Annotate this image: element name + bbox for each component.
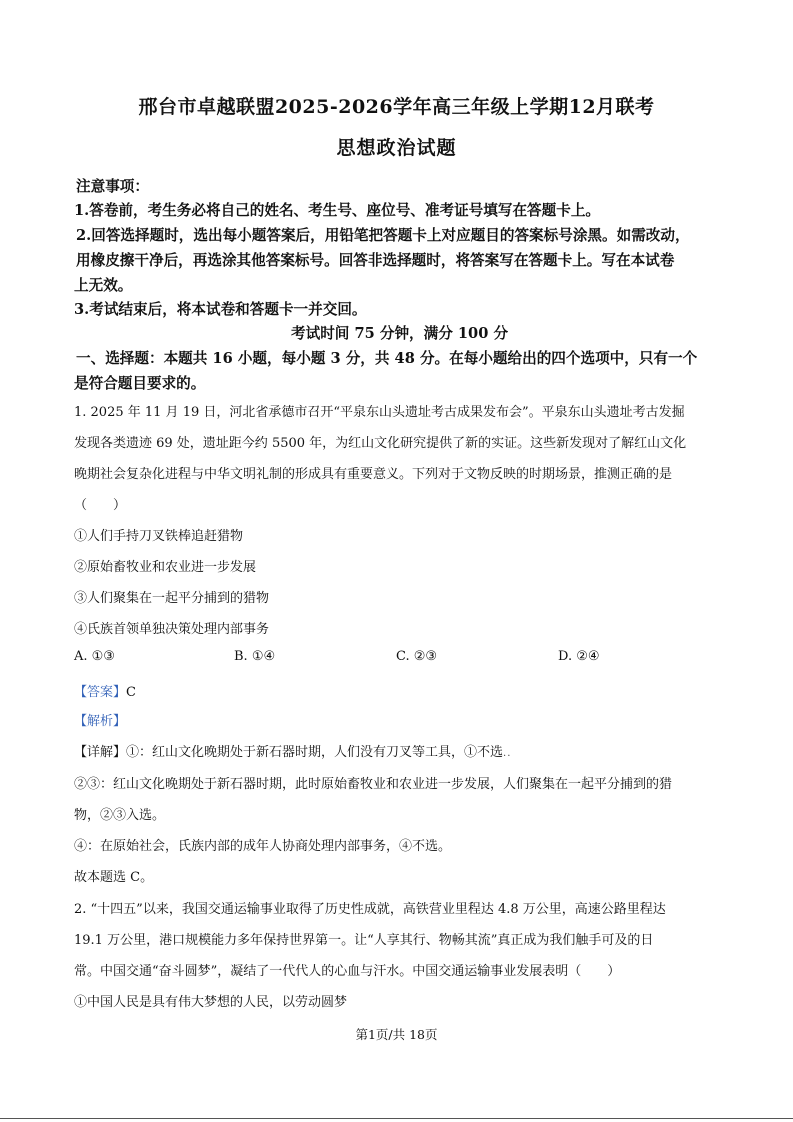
q2-stem-line-2: 19.1 万公里，港口规模能力多年保持世界第一。让“人享其行、物畅其流”真正成为我们触手可及的日: [74, 933, 654, 948]
page-footer: 第1页/共 18页: [355, 1027, 438, 1042]
q1-statement-1: ①人们手持刀叉铁棒追赶猎物: [74, 529, 244, 544]
bottom-divider: [0, 1118, 793, 1119]
q2-stem-line-3: 常。中国交通“奋斗圆梦”，凝结了一代代人的心血与汗水。中国交通运输事业发展表明（ ）: [74, 964, 621, 979]
detail-text: ①：红山文化晚期处于新石器时期，人们没有刀叉等工具，①不选: [126, 745, 504, 760]
section-heading-line-2: 是符合题目要求的。: [74, 375, 206, 392]
q1-detail-line-3: 物，②③入选。: [74, 808, 166, 823]
exam-subject-title: 思想政治试题: [336, 137, 457, 159]
q2-statement-1: ①中国人民是具有伟大梦想的人民，以劳动圆梦: [74, 995, 348, 1010]
q1-statement-3: ③人们聚集在一起平分捕到的猎物: [74, 591, 270, 606]
q1-stem-line-2: 发现各类遗迹 69 处，遗址距今约 5500 年，为红山文化研究提供了新的实证。这些新发现对了解红山文化: [74, 436, 687, 451]
notice-item-1: 1.答卷前，考生务必将自己的姓名、考生号、座位号、准考证号填写在答题卡上。: [74, 202, 601, 219]
q2-stem-line-1: 2. “十四五”以来，我国交通运输事业取得了历史性成就，高铁营业里程达 4.8 万公里，高速公路里程达: [74, 902, 666, 917]
q1-detail-line-1: [74, 741, 511, 760]
section-heading-line-1: 一、选择题：本题共 16 小题，每小题 3 分，共 48 分。在每小题给出的四个选项中，只有一个: [76, 350, 698, 367]
q1-option-c: C. ②③: [396, 649, 438, 664]
analysis-label: 【解析】: [74, 714, 127, 729]
q1-conclusion: 故本题选 C。: [74, 870, 154, 885]
q1-option-d: D. ②④: [558, 649, 600, 664]
q1-detail-line-4: ④：在原始社会，氏族内部的成年人协商处理内部事务，④不选。: [74, 839, 452, 854]
q1-option-a: A. ①③: [74, 649, 115, 664]
notice-item-3: 3.考试结束后，将本试卷和答题卡一并交回。: [74, 301, 367, 318]
answer-value: C: [126, 685, 136, 700]
q1-answer: [74, 681, 136, 700]
notice-item-2-line-1: 2.回答选择题时，选出每小题答案后，用铅笔把答题卡上对应题目的答案标号涂黑。如需改动，: [76, 227, 690, 244]
notice-heading: 注意事项：: [76, 178, 149, 195]
q1-detail-line-2: ②③：红山文化晚期处于新石器时期，此时原始畜牧业和农业进一步发展，人们聚集在一起平分捕到的猎: [74, 777, 673, 792]
detail-label: 【详解】: [74, 745, 127, 760]
q1-stem-line-4: （ ）: [74, 498, 127, 513]
detail-tail-dots: ..: [503, 748, 512, 759]
q1-statement-2: ②原始畜牧业和农业进一步发展: [74, 560, 257, 575]
q1-stem-line-1: 1. 2025 年 11 月 19 日，河北省承德市召开“平泉东山头遗址考古成果发布会”。平泉东山头遗址考古发掘: [74, 405, 685, 420]
exam-title: 邢台市卓越联盟2025-2026学年高三年级上学期12月联考: [138, 96, 655, 118]
notice-item-2-line-3: 上无效。: [74, 277, 133, 294]
answer-label: 【答案】: [74, 685, 127, 700]
q1-stem-line-3: 晚期社会复杂化进程与中华文明礼制的形成具有重要意义。下列对于文物反映的时期场景，推测正确的是: [74, 467, 673, 482]
q1-statement-4: ④氏族首领单独决策处理内部事务: [74, 622, 270, 637]
q1-option-b: B. ①④: [234, 649, 276, 664]
exam-time-info: 考试时间 75 分钟，满分 100 分: [291, 325, 509, 342]
notice-item-2-line-2: 用橡皮擦干净后，再选涂其他答案标号。回答非选择题时，将答案写在答题卡上。写在本试卷: [76, 252, 675, 269]
